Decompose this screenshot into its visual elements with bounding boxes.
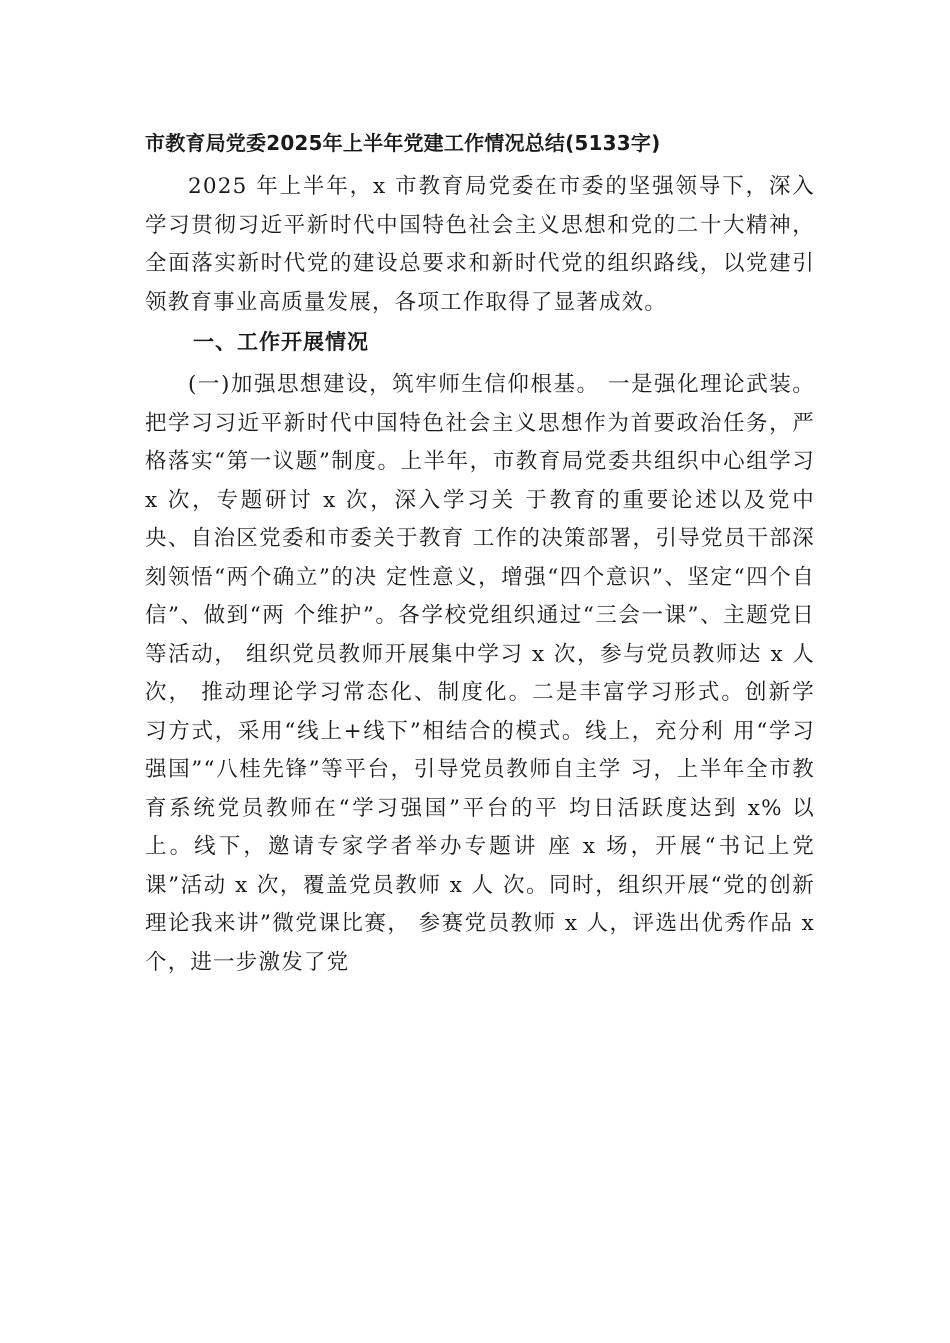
section-heading: 一、工作开展情况 — [193, 330, 369, 354]
intro-paragraph: 2025 年上半年，x 市教育局党委在市委的坚强领导下，深入学习贯彻习近平新时代中国特色社会主义思想和党的二十大精神，全面落实新时代党的建设总要求和新时代党的组织路线，以党建引领教育事业高质量发展，各项工作取得了显著成效。 — [145, 174, 815, 315]
document-page — [145, 118, 815, 982]
document-title: 市教育局党委2025年上半年党建工作情况总结(5133字) — [145, 131, 661, 155]
body-paragraph: (一)加强思想建设，筑牢师生信仰根基。 一是强化理论武装。把学习习近平新时代中国特色社会主义思想作为首要政治任务，严格落实“第一议题”制度。上半年，市教育局党委共组织中心组学习 x 次，专题研讨 x 次，深入学习关 于教育的重要论述以及党中央、自治区党委和市委关于教育 工作的决策部署，引导党员干部深刻领悟“两个确立”的决 定性意义，增强“四个意识”、坚定“四个自信”、做到“两 个维护”。各学校党组织通过“三会一课”、主题党日等活动， 组织党员教师开展集中学习 x 次，参与党员教师达 x 人次， 推动理论学习常态化、制度化。二是丰富学习形式。创新学 习方式，采用“线上+线下”相结合的模式。线上，充分利 用“学习强国”“八桂先锋”等平台，引导党员教师自主学 习，上半年全市教育系统党员教师在“学习强国”平台的平 均日活跃度达到 x% 以上。线下，邀请专家学者举办专题讲 座 x 场，开展“书记上党课”活动 x 次，覆盖党员教师 x 人 次。同时，组织开展“党的创新理论我来讲”微党课比赛， 参赛党员教师 x 人，评选出优秀作品 x 个，进一步激发了党 — [145, 372, 815, 975]
